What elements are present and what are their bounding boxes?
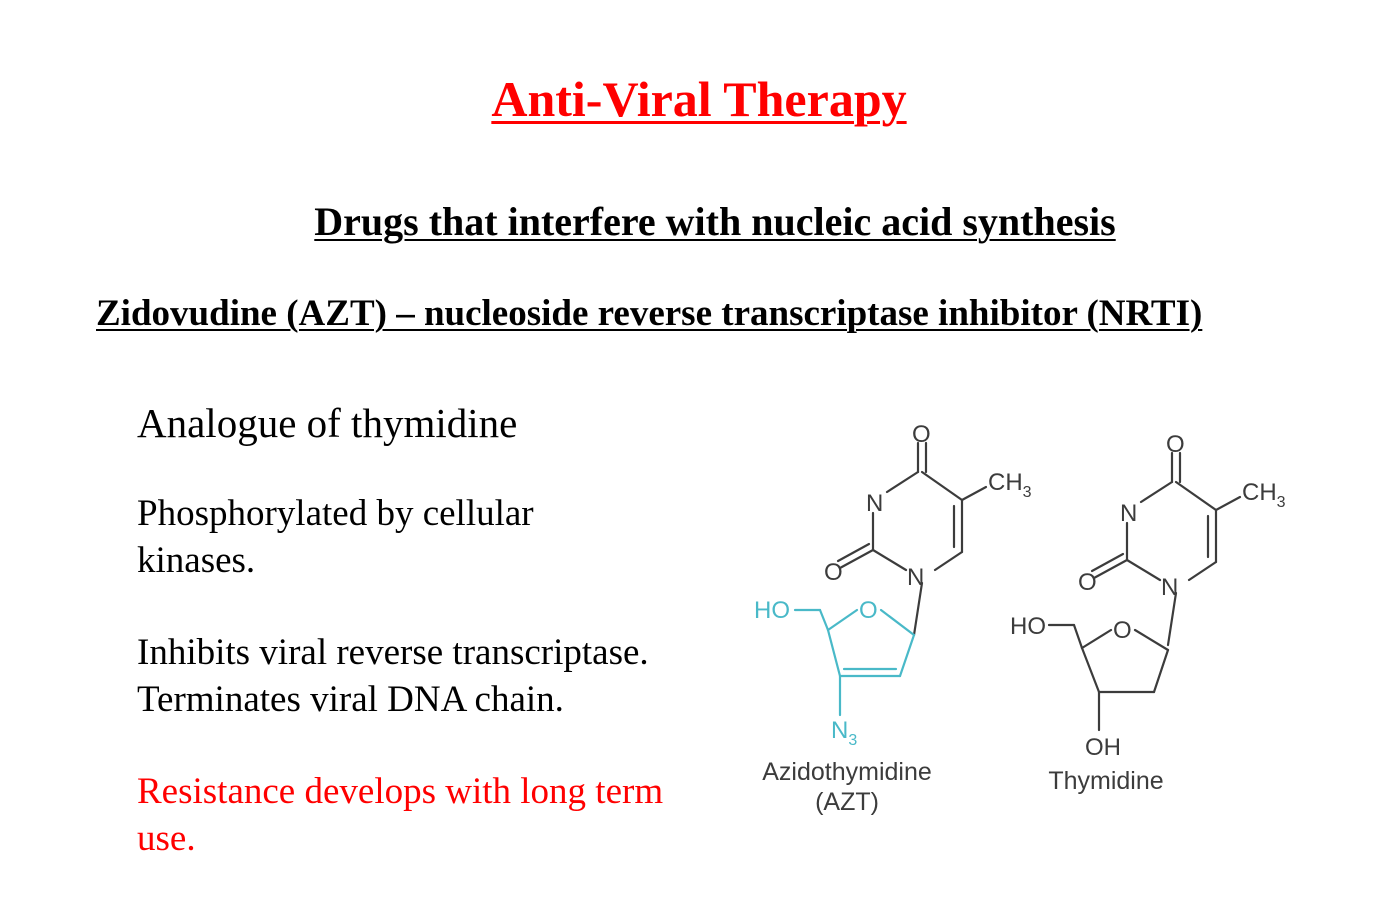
azt-azide bbox=[831, 717, 857, 749]
azt-sugar-oxygen: O bbox=[859, 597, 878, 624]
bullet-list bbox=[137, 398, 717, 862]
azt-structure bbox=[754, 421, 1032, 816]
thymidine-structure bbox=[1010, 431, 1286, 795]
thymidine-sugar-bonds bbox=[1049, 625, 1168, 730]
bullet-analogue bbox=[137, 398, 717, 448]
bullet-line: Analogue of thymidine bbox=[137, 400, 518, 446]
bullet-line: Phosphorylated by cellular bbox=[137, 493, 534, 534]
bullet-line: Terminates viral DNA chain. bbox=[137, 679, 564, 720]
slide-title: Anti-Viral Therapy bbox=[491, 71, 907, 127]
thymidine-methyl-subscript: 3 bbox=[1276, 494, 1286, 511]
azt-methyl-label: CH bbox=[988, 469, 1023, 496]
azt-n3-atom: N bbox=[866, 490, 884, 517]
drug-heading: Zidovudine (AZT) – nucleoside reverse transcriptase inhibitor (NRTI) bbox=[96, 293, 1203, 334]
azt-hydroxyl: HO bbox=[754, 597, 790, 624]
chemical-structures-figure bbox=[740, 410, 1320, 830]
thymidine-oxygen-left: O bbox=[1078, 569, 1097, 596]
bullet-phosphorylated bbox=[137, 490, 717, 584]
thymidine-sugar-oxygen: O bbox=[1113, 617, 1132, 644]
thymidine-n1-atom: N bbox=[1161, 574, 1179, 601]
thymidine-methyl-label: CH bbox=[1242, 479, 1277, 506]
bullet-inhibits bbox=[137, 629, 717, 723]
thymidine-oxygen-top: O bbox=[1166, 431, 1185, 458]
thymidine-n3-atom: N bbox=[1120, 500, 1138, 527]
bullet-line: Inhibits viral reverse transcriptase. bbox=[137, 632, 649, 673]
bullet-line: kinases. bbox=[137, 540, 256, 581]
bullet-resistance bbox=[137, 768, 717, 862]
azt-name: Azidothymidine bbox=[762, 758, 932, 786]
thymidine-name: Thymidine bbox=[1048, 767, 1164, 795]
azt-oxygen-top: O bbox=[912, 421, 931, 448]
azt-abbrev: (AZT) bbox=[815, 788, 879, 816]
azt-methyl bbox=[988, 469, 1032, 501]
azt-oxygen-left: O bbox=[824, 559, 843, 586]
thymidine-methyl bbox=[1242, 479, 1286, 511]
azt-azide-subscript: 3 bbox=[848, 732, 858, 749]
bullet-line: use. bbox=[137, 818, 196, 859]
slide-subtitle: Drugs that interfere with nucleic acid synthesis bbox=[314, 199, 1116, 244]
thymidine-hydroxyl: HO bbox=[1010, 613, 1046, 640]
azt-azide-label: N bbox=[831, 717, 849, 744]
azt-sugar-bonds bbox=[795, 610, 914, 715]
azt-n1-atom: N bbox=[907, 564, 925, 591]
azt-methyl-subscript: 3 bbox=[1022, 484, 1032, 501]
bullet-line: Resistance develops with long term bbox=[137, 771, 664, 812]
thymidine-hydroxyl-bottom: OH bbox=[1085, 734, 1121, 761]
